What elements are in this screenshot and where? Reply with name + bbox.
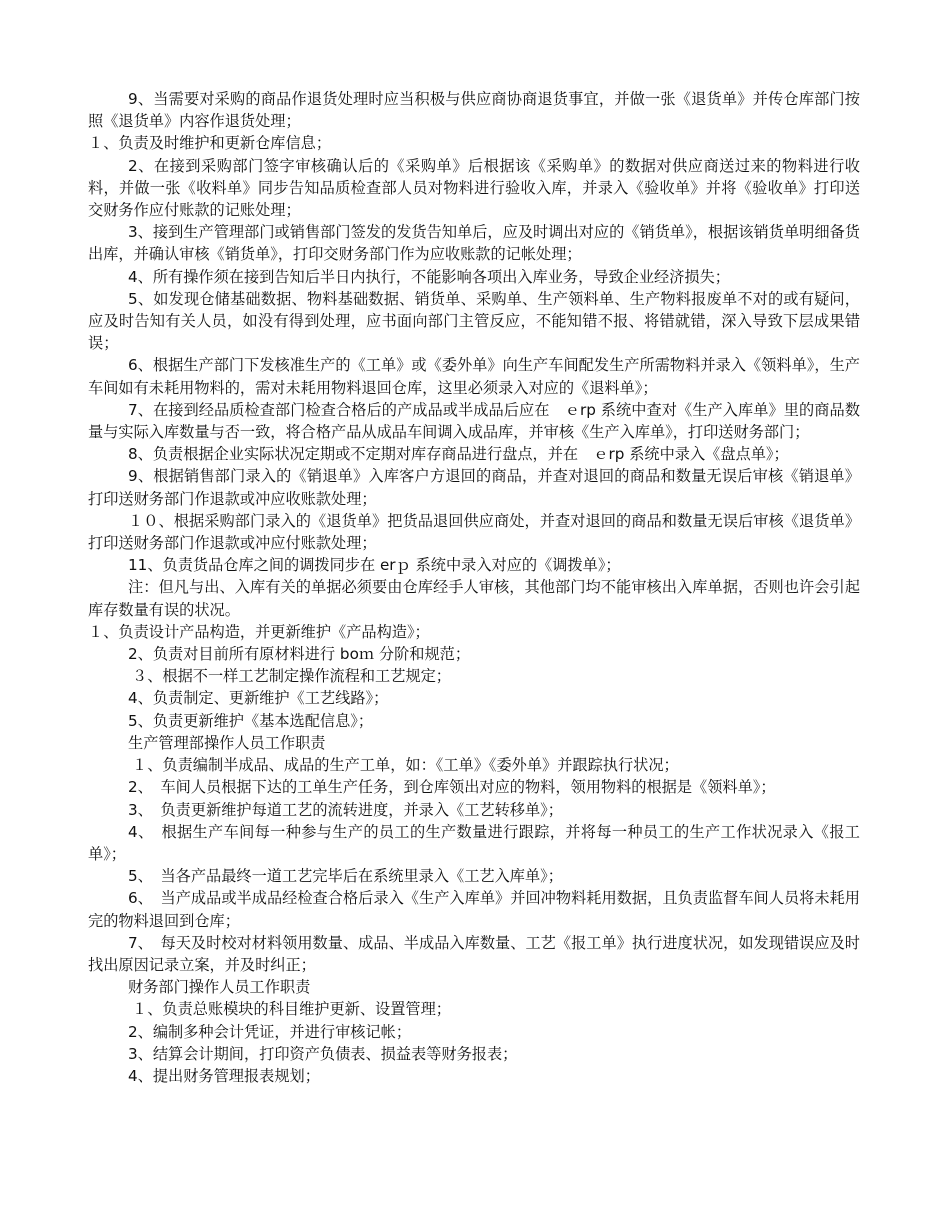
paragraph: １、负责设计产品构造，并更新维护《产品构造》； xyxy=(88,622,430,641)
paragraph: 5、如发现仓储基础数据、物料基础数据、销货单、采购单、生产领料单、生产物料报废单不对的或有疑问，应及时告知有关人员，如没有得到处理，应书面向部门主管反应，不能知错不报、将错就错，深入导致下层成果错误； xyxy=(88,289,860,353)
paragraph: 4、负责制定、更新维护《工艺线路》； xyxy=(128,689,389,708)
document-body xyxy=(88,88,860,1087)
paragraph: １、负责编制半成品、成品的生产工单，如：《工单》《委外单》并跟踪执行状况； xyxy=(132,756,679,775)
paragraph: 8、负责根据企业实际状况定期或不定期对库存商品进行盘点，并在 ｅrp 系统中录入《盘点单》； xyxy=(128,445,789,464)
paragraph: １、负责总账模块的科目维护更新、设置管理； xyxy=(132,1000,451,1019)
paragraph: 7、在接到经品质检查部门检查合格后的产成品或半成品后应在 ｅrp 系统中查对《生产入库单》里的商品数量与实际入库数量与否一致，将合格产品从成品车间调入成品库，并审核《生产入库单》，打印送财务部门； xyxy=(88,400,860,442)
paragraph: １、负责及时维护和更新仓库信息； xyxy=(88,134,331,153)
paragraph: 2、负责对目前所有原材料进行 boｍ 分阶和规范； xyxy=(128,645,471,664)
paragraph: 3、 负责更新维护每道工艺的流转进度，并录入《工艺转移单》； xyxy=(128,800,563,819)
paragraph: ３、根据不一样工艺制定操作流程和工艺规定； xyxy=(132,667,451,686)
paragraph: 7、 每天及时校对材料领用数量、成品、半成品入库数量、工艺《报工单》执行进度状况，如发现错误应及时找出原因记录立案，并及时纠正； xyxy=(88,933,860,974)
section-heading: 生产管理部操作人员工作职责 xyxy=(128,733,326,752)
paragraph: 3、接到生产管理部门或销售部门签发的发货告知单后，应及时调出对应的《销货单》，根据该销货单明细备货出库，并确认审核《销货单》，打印交财务部门作为应收账款的记帐处理； xyxy=(88,223,860,264)
paragraph: 4、所有操作须在接到告知后半日内执行，不能影响各项出入库业务，导致企业经济损失； xyxy=(128,267,730,286)
paragraph: 2、 车间人员根据下达的工单生产任务，到仓库领出对应的物料，领用物料的根据是《领料单》； xyxy=(128,778,776,797)
paragraph: 11、负责货品仓库之间的调拨同步在 erｐ 系统中录入对应的《调拨单》； xyxy=(128,556,621,575)
paragraph: 2、在接到采购部门签字审核确认后的《采购单》后根据该《采购单》的数据对供应商送过来的物料进行收料，并做一张《收料单》同步告知品质检查部人员对物料进行验收入库，并录入《验收单》并将《验收单》打印送交财务作应付账款的记账处理； xyxy=(88,156,860,220)
paragraph: 6、根据生产部门下发核准生产的《工单》或《委外单》向生产车间配发生产所需物料并录入《领料单》，生产车间如有未耗用物料的，需对未耗用物料退回仓库，这里必须录入对应的《退料单》； xyxy=(88,356,860,397)
paragraph: 2、编制多种会计凭证，并进行审核记帐； xyxy=(128,1022,412,1041)
paragraph: 9、当需要对采购的商品作退货处理时应当积极与供应商协商退货事宜，并做一张《退货单》并传仓库部门按照《退货单》内容作退货处理； xyxy=(88,90,860,131)
section-heading: 财务部门操作人员工作职责 xyxy=(128,978,311,997)
paragraph: 4、提出财务管理报表规划； xyxy=(128,1066,320,1085)
paragraph: 5、 当各产品最终一道工艺完毕后在系统里录入《工艺入库单》； xyxy=(128,867,563,886)
paragraph: 注：但凡与出、入库有关的单据必须要由仓库经手人审核，其他部门均不能审核出入库单据，否则也许会引起库存数量有误的状况。 xyxy=(88,578,860,619)
paragraph: 9、根据销售部门录入的《销退单》入库客户方退回的商品，并查对退回的商品和数量无误后审核《销退单》打印送财务部门作退款或冲应收账款处理； xyxy=(88,467,860,508)
paragraph: 5、负责更新维护《基本选配信息》； xyxy=(128,711,374,730)
paragraph: 4、 根据生产车间每一种参与生产的员工的生产数量进行跟踪，并将每一种员工的生产工作状况录入《报工单》； xyxy=(88,822,860,863)
paragraph: 3、结算会计期间，打印资产负债表、损益表等财务报表； xyxy=(128,1044,518,1063)
paragraph: １０、根据采购部门录入的《退货单》把货品退回供应商处，并查对退回的商品和数量无误后审核《退货单》打印送财务部门作退款或冲应付账款处理； xyxy=(88,511,860,553)
paragraph: 6、 当产成品或半成品经检查合格后录入《生产入库单》并回冲物料耗用数据，且负责监督车间人员将未耗用完的物料退回到仓库； xyxy=(88,889,860,930)
